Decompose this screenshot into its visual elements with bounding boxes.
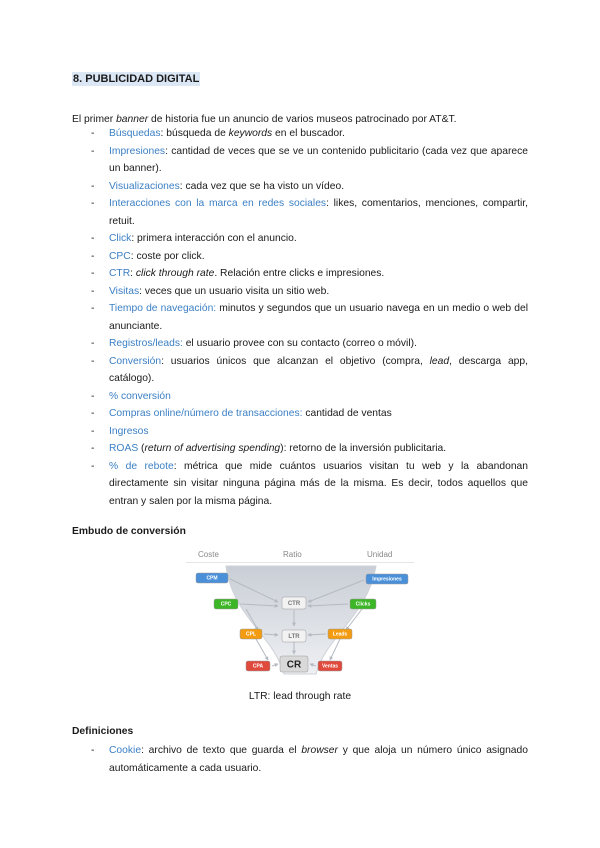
- ratio-ltr-label: LTR: [288, 634, 300, 640]
- cost-cpm-label: CPM: [206, 575, 218, 582]
- term-description: :: [130, 268, 136, 279]
- term-description: (: [138, 443, 145, 454]
- section-heading: 8. PUBLICIDAD DIGITAL: [73, 73, 200, 85]
- term-description: : cada vez que se ha visto un vídeo.: [179, 180, 345, 192]
- term-label: Interacciones con la marca en redes sociales: [109, 198, 327, 209]
- funnel-arrow: [256, 639, 268, 660]
- list-item: [72, 388, 528, 406]
- term-label: % conversión: [109, 390, 171, 402]
- bullet-dash: -: [91, 355, 95, 367]
- term-description: en el buscador.: [272, 128, 345, 139]
- bullet-dash: -: [91, 460, 95, 472]
- list-item: [72, 143, 528, 178]
- term-description: : likes, comentarios, menciones, compartir, retuit.: [109, 198, 528, 227]
- bullet-dash: -: [91, 338, 95, 349]
- bullet-dash: -: [91, 285, 95, 297]
- term-description: cantidad de ventas: [302, 408, 392, 419]
- ratio-ctr-label: CTR: [287, 601, 301, 607]
- funnel-caption: LTR: lead through rate: [248, 691, 352, 702]
- list-item: [72, 405, 528, 423]
- conversion-funnel-diagram: [186, 546, 414, 680]
- term-label: Registros/leads:: [109, 338, 183, 349]
- list-item: [72, 458, 528, 511]
- list-item: [72, 248, 528, 266]
- unit-clicks-label: Clicks: [355, 601, 371, 608]
- term-label: Cookie: [109, 745, 142, 756]
- term-description: : coste por click.: [130, 250, 205, 262]
- term-label: % de rebote: [109, 460, 174, 472]
- bullet-dash: -: [91, 443, 95, 454]
- cost-cpl-label: CPL: [246, 631, 256, 638]
- term-description: , descarga app, catálogo).: [109, 355, 528, 384]
- term-description: . Relación entre clicks e impresiones.: [214, 268, 385, 279]
- bullet-dash: -: [91, 390, 95, 402]
- term-description: keywords: [228, 128, 273, 139]
- unit-ventas-label: Ventas: [321, 663, 339, 670]
- term-description: click through rate: [135, 268, 215, 279]
- col-header-coste: Coste: [198, 550, 219, 559]
- term-label: ROAS: [109, 443, 139, 454]
- term-description: el usuario provee con su contacto (correo o móvil).: [182, 338, 417, 349]
- term-label: CPC: [109, 250, 131, 262]
- term-label: Click: [109, 233, 132, 244]
- ratio-cr-label: CR: [286, 659, 302, 671]
- term-label: Compras online/número de transacciones:: [109, 408, 303, 419]
- bullet-dash: -: [91, 250, 95, 262]
- bullet-dash: -: [91, 128, 95, 139]
- list-item: [72, 195, 528, 230]
- list-item: [72, 440, 528, 458]
- term-description: : métrica que mide cuántos usuarios visitan tu web y la abandonan directamente sin visitar ninguna página más de la misma. Es decir, todos aquellos que entran y salen por la misma página.: [109, 460, 528, 507]
- term-label: Búsquedas: [109, 128, 161, 139]
- term-description: y que aloja un número único asignado automáticamente a cada usuario.: [109, 745, 528, 774]
- bullet-dash: -: [91, 233, 95, 244]
- term-label: CTR: [109, 268, 131, 279]
- cost-cpc-label: CPC: [220, 601, 232, 608]
- funnel-heading: Embudo de conversión: [72, 526, 186, 537]
- term-description: browser: [301, 745, 338, 756]
- term-description: : veces que un usuario visita un sitio web.: [139, 285, 330, 297]
- terms-list: [72, 125, 528, 510]
- term-description: return of advertising spending: [144, 443, 281, 454]
- bullet-dash: -: [91, 745, 95, 756]
- term-description: : primera interacción con el anuncio.: [131, 233, 297, 244]
- term-label: Visitas: [109, 285, 140, 297]
- definitions-heading: Definiciones: [72, 726, 134, 737]
- list-item: [72, 335, 528, 353]
- list-item: [72, 742, 528, 777]
- col-header-ratio: Ratio: [283, 550, 302, 559]
- intro-paragraph: El primer banner de historia fue un anuncio de varios museos patrocinado por AT&T.: [72, 114, 457, 125]
- funnel-arrow: [272, 664, 278, 666]
- list-item: [72, 178, 528, 196]
- term-label: Visualizaciones: [109, 180, 180, 192]
- unit-impresiones-label: Impresiones: [372, 576, 402, 583]
- definitions-list: [72, 742, 528, 777]
- list-item: [72, 300, 528, 335]
- term-description: : cantidad de veces que se ve un contenido publicitario (cada vez que aparece un banner).: [109, 145, 528, 174]
- term-label: Ingresos: [109, 425, 149, 437]
- list-item: [72, 265, 528, 283]
- list-item: [72, 283, 528, 301]
- bullet-dash: -: [91, 198, 95, 209]
- list-item: [72, 125, 528, 143]
- term-label: Tiempo de navegación:: [109, 303, 217, 314]
- bullet-dash: -: [91, 268, 95, 279]
- term-description: minutos y segundos que un usuario navega en un medio o web del anunciante.: [109, 303, 528, 332]
- bullet-dash: -: [91, 145, 95, 157]
- term-description: ): retorno de la inversión publicitaria.: [280, 443, 447, 454]
- bullet-dash: -: [91, 180, 95, 192]
- list-item: [72, 230, 528, 248]
- term-description: : archivo de texto que guarda el: [141, 745, 302, 756]
- term-description: : usuarios únicos que alcanzan el objetivo (compra,: [161, 355, 430, 367]
- bullet-dash: -: [91, 425, 95, 437]
- term-label: Impresiones: [109, 145, 166, 157]
- term-description: : búsqueda de: [160, 128, 229, 139]
- term-description: lead: [429, 355, 450, 367]
- list-item: [72, 353, 528, 388]
- cost-cpa-label: CPA: [252, 663, 264, 670]
- list-item: [72, 423, 528, 441]
- bullet-dash: -: [91, 408, 95, 419]
- col-header-unidad: Unidad: [367, 550, 393, 559]
- bullet-dash: -: [91, 303, 95, 314]
- term-label: Conversión: [109, 355, 162, 367]
- unit-leads-label: Leads: [332, 631, 348, 638]
